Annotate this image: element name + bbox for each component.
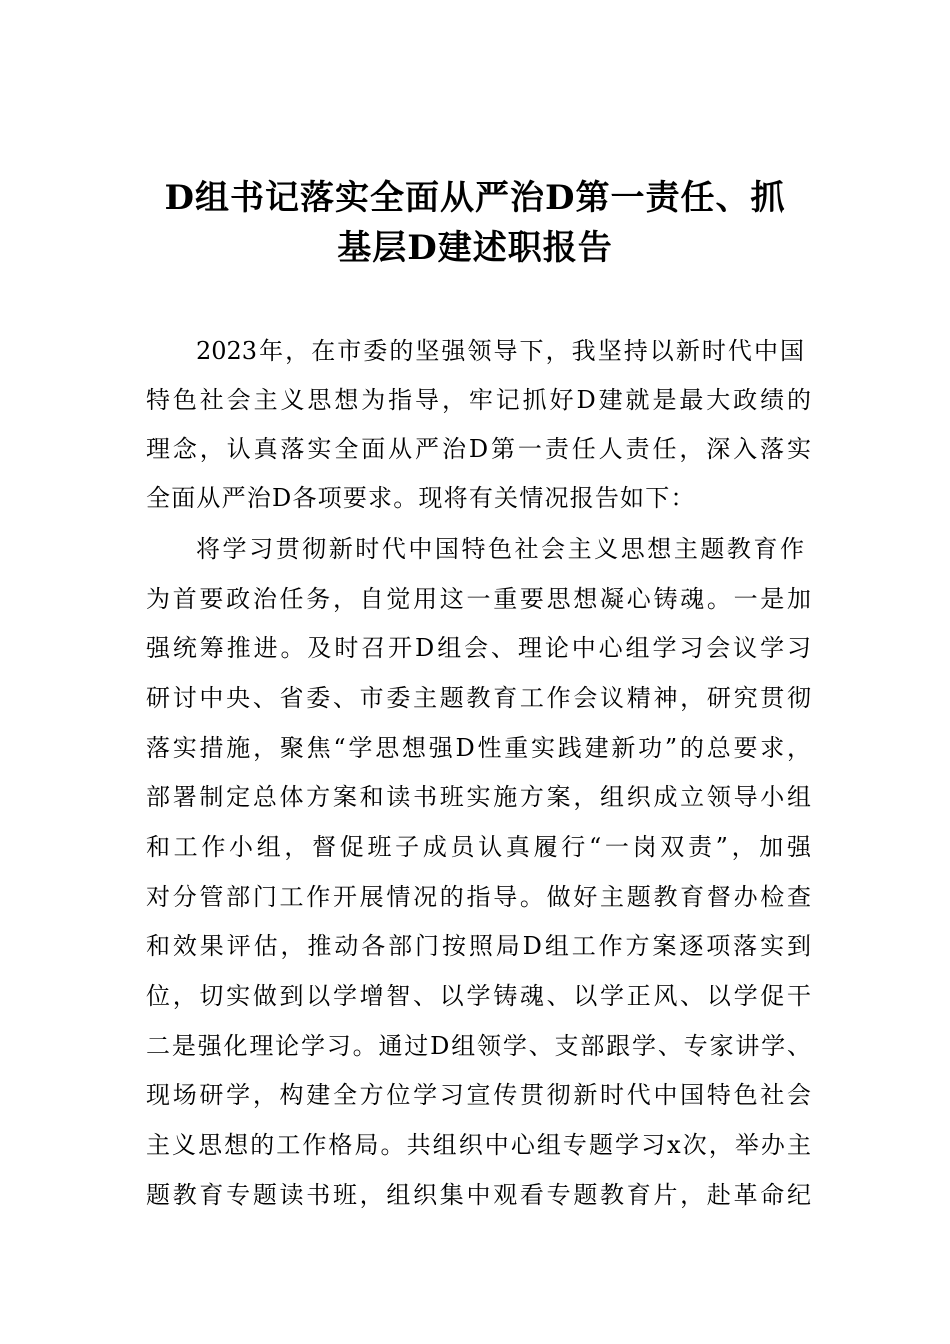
paragraph-line: 研讨中央、省委、市委主题教育工作会议精神，研究贯彻: [146, 684, 811, 712]
paragraph-line: 位，切实做到以学增智、以学铸魂、以学正风、以学促干: [146, 982, 811, 1010]
document-title-line-1: D组书记落实全面从严治D第一责任、抓: [164, 178, 786, 218]
paragraph-line: 特色社会主义思想为指导，牢记抓好D建就是最大政绩的: [146, 386, 811, 414]
paragraph-line: 和工作小组，督促班子成员认真履行“一岗双责”，加强: [146, 833, 811, 861]
paragraph-line: 题教育专题读书班，组织集中观看专题教育片，赴革命纪: [146, 1181, 811, 1209]
paragraph-line: 为首要政治任务，自觉用这一重要思想凝心铸魂。一是加: [146, 585, 811, 613]
paragraph-line: 2023年，在市委的坚强领导下，我坚持以新时代中国: [196, 337, 804, 365]
paragraph-line: 主义思想的工作格局。共组织中心组专题学习x次，举办主: [146, 1131, 811, 1159]
document-title-line-2: 基层D建述职报告: [337, 228, 613, 268]
paragraph-line: 现场研学，构建全方位学习宣传贯彻新时代中国特色社会: [146, 1081, 811, 1109]
paragraph-line: 理念，认真落实全面从严治D第一责任人责任，深入落实: [146, 435, 811, 463]
paragraph-line: 对分管部门工作开展情况的指导。做好主题教育督办检查: [146, 883, 811, 911]
paragraph-line: 强统筹推进。及时召开D组会、理论中心组学习会议学习: [146, 634, 811, 662]
paragraph-line: 和效果评估，推动各部门按照局D组工作方案逐项落实到: [146, 932, 811, 960]
paragraph-line: 落实措施，聚焦“学思想强D性重实践建新功”的总要求，: [146, 734, 811, 762]
paragraph-line: 将学习贯彻新时代中国特色社会主义思想主题教育作: [196, 535, 804, 563]
paragraph-line: 二是强化理论学习。通过D组领学、支部跟学、专家讲学、: [146, 1032, 811, 1060]
paragraph-line: 部署制定总体方案和读书班实施方案，组织成立领导小组: [146, 783, 811, 811]
paragraph-line: 全面从严治D各项要求。现将有关情况报告如下：: [146, 484, 696, 512]
